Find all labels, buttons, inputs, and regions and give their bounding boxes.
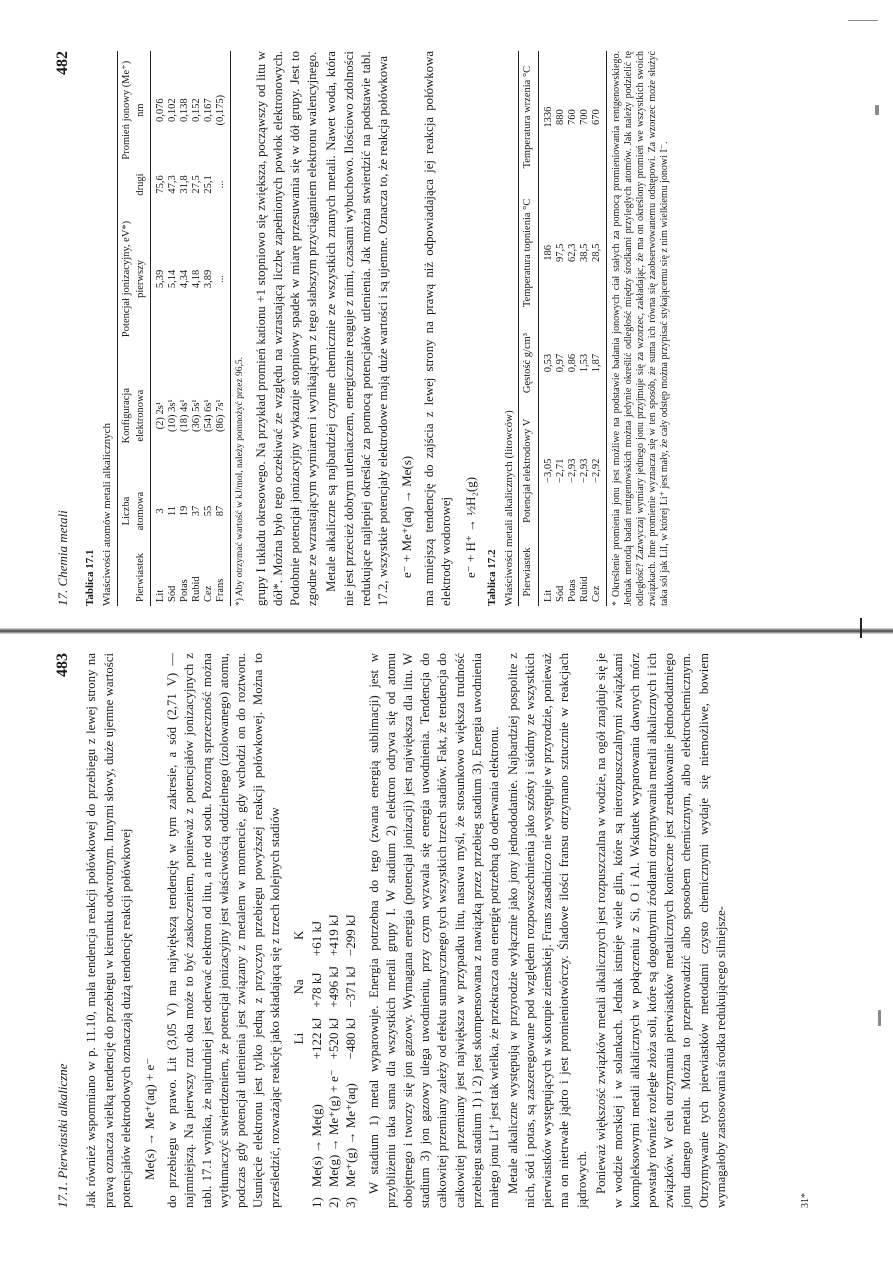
table-cell: 1336 <box>542 106 554 128</box>
table-cell: ... <box>215 169 231 199</box>
table-cell: (0,175) <box>215 51 231 169</box>
table-cell: −371 kJ <box>343 966 359 1008</box>
table-cell: Cez <box>591 538 607 606</box>
table-cell: −2,71 <box>554 458 566 483</box>
table-cell: 25,1 <box>203 175 215 194</box>
page-number: 483 <box>54 653 71 677</box>
table-header: Liczba atomowa <box>117 473 150 549</box>
table-cell: 0,86 <box>566 353 578 373</box>
table-label: Tablica 17.2 <box>486 549 499 606</box>
page-footnote: * Określenie promienia jonu jest możliwe na podstawie badania jonowych ciał stałych za pomocą promieniowania rentgenowskiego. Jednak metodą badań rentgenowskich można jedynie określić odległość między środkami przyległych atomów. Jak należy podzielić tę odległość? Zazwyczaj wymiary jednego jonu przyjmuje się za wzorzec, zakładając, że ma on określony promień we wszystkich swoich związkach. Inne promienie wyznacza się w ten sposób, że suma ich równa się zaobserwowanemu odstępowi. Za wzorzec może służyć taka sól jak LiI, w której Li⁺ jest mały, że cały odstęp można przypisać stykającemu się z nim wielkiemu jonowi I⁻. <box>610 51 670 606</box>
table-cell: (36) 5s¹ <box>191 399 203 432</box>
signature-mark: 31* <box>799 1193 811 1208</box>
table-row <box>191 51 203 606</box>
equation: e⁻ + H⁺ → ½H₂(g) <box>462 476 478 578</box>
table-cell: +122 kJ <box>308 1017 324 1060</box>
table-cell: 47,3 <box>167 175 179 194</box>
table-row <box>591 51 607 606</box>
table-row <box>342 904 359 1208</box>
equation: e⁻ + Me⁺(aq) → Me(s) <box>398 455 414 578</box>
table-cell: 880 <box>554 109 566 125</box>
table-cell: 0,167 <box>203 98 215 123</box>
table-cell: 19 <box>179 505 191 517</box>
page-header <box>52 51 73 606</box>
table-cell: 0,53 <box>542 353 554 373</box>
table-cell: 28,5 <box>591 183 607 322</box>
table-cell: Frans <box>215 549 231 606</box>
table-header: Gęstość g/cm³ <box>519 322 538 403</box>
table-cell: 31,8 <box>179 175 191 194</box>
table-header: Potencjał jonizacyjny, eV*) pierwszy <box>117 200 150 359</box>
table-header: Temperatura wrzenia °C <box>519 51 538 183</box>
table-cell: 62,3 <box>566 243 578 263</box>
table-header: Promień jonowy (Me⁺) nm <box>117 51 150 169</box>
page-483 <box>52 653 812 1208</box>
scan-speck <box>875 105 879 115</box>
table-footnote: *) Aby otrzymać wartość w kJ/mol, należy pomnożyć przez 96,5. <box>235 356 246 606</box>
table-cell: 0,138 <box>179 98 191 123</box>
table-cell: Potas <box>566 579 578 602</box>
table-cell: 1,53 <box>578 353 590 373</box>
table-cell: 0,076 <box>155 98 167 123</box>
table-cell: (54) 6s¹ <box>203 399 215 432</box>
table-cell: 11 <box>167 505 179 517</box>
table-cell: 3 <box>155 508 167 514</box>
table-cell: (18) 4s¹ <box>179 399 191 432</box>
table-cell: (2) 2s¹ <box>155 402 167 430</box>
table-header: Konfiguracja elektronowa <box>117 358 150 473</box>
running-head: 17. Chemia metali <box>55 510 70 606</box>
paragraph: Metale alkaliczne występują w przyrodzie wyłącznie jako jony jednododatnie. Najbardziej pospolite z nich, sód i potas, są zaszeregowane pod względem rozpowszechnienia jako szósty i siódmy ze wszystkich pierwiastków występujących w skorupie ziemskiej. Frans zasadniczo nie występuje w przyrodzie, ponieważ ma on nietrwałe jądro i jest promieniotwórczy. Śladowe ilości fransu otrzymano sztucznie w reakcjach jądrowych. <box>506 653 589 1208</box>
table-cell: 5,39 <box>155 269 167 289</box>
table-cell: 55 <box>203 505 215 517</box>
table-cell: 37 <box>191 505 203 517</box>
table-cell: Cez <box>203 585 215 602</box>
table-cell: ... <box>215 200 231 359</box>
table-cell: Potas <box>179 579 191 602</box>
table-cell: Sód <box>167 585 179 602</box>
table-cell: (86) 7s¹ <box>215 358 231 473</box>
table-cell: 1) <box>308 1197 324 1208</box>
table-row <box>203 51 215 606</box>
table-cell: −299 kJ <box>343 914 359 957</box>
paragraph: Metale alkaliczne są najbardziej czynne chemicznie ze wszystkich znanych metali. Nawet woda, która nie jest przecież dobrym utleniaczem, energicznie reaguje z nimi, czasami wybuchowo. Ilościowo zdolności redukujące najlepiej określać za pomocą potencjałów utlenienia. Jak można stwierdzić na podstawie tabl. 17.2, wszystkie potencjały elektrodowe mają duże wartości i są ujemne. Oznacza to, że reakcja połówkowa <box>324 51 390 606</box>
table-row <box>555 51 567 606</box>
table-cell: 75,6 <box>155 175 167 194</box>
table-cell: +419 kJ <box>326 914 342 957</box>
table-cell: 186 <box>542 244 554 261</box>
fold-mark <box>860 618 876 638</box>
running-head: 17.1. Pierwiastki alkaliczne <box>55 1063 70 1208</box>
table-cell: Rubid <box>578 576 590 602</box>
page-number: 482 <box>54 51 71 75</box>
table-row <box>325 904 342 1208</box>
table-cell: 0,152 <box>191 98 203 123</box>
table-cell: (10) 3s¹ <box>167 399 179 432</box>
page-482 <box>52 51 802 606</box>
table-cell: 670 <box>591 51 607 183</box>
table-cell: Rubid <box>191 576 203 602</box>
table-cell: −480 kJ <box>343 1017 359 1060</box>
table-header: Pierwiastek <box>519 538 538 606</box>
table-cell: 4,34 <box>179 269 191 289</box>
table-cell: +496 kJ <box>326 966 342 1008</box>
table-cell: 97,5 <box>554 243 566 263</box>
paragraph: Jak również wspomniano w p. 11.10, mała tendencja reakcji połówkowej do przebiegu z lewej strony na prawą oznacza wielką tendencję do przebiegu w kierunku odwrotnym. Innymi słowy, duże ujemne wartości potencjałów elektrodowych oznaczają dużą tendencję reakcji połówkowej <box>84 653 133 1208</box>
paragraph: do przebiegu w prawo. Lit (3,05 V) ma największą tendencję w tym zakresie, a sód (2,71 V) — najmniejszą. Na pierwszy rzut oka może to być zaskoczeniem, ponieważ z potencjałów jonizacyjnych z tabl. 17.1 wynika, że najtrudniej jest oderwać elektron od litu, a nie od sodu. Pozorną sprzeczność można wytłumaczyć stwierdzeniem, że potencjał jonizacyjny jest właściwością oddzielnego (izolowanego) atomu, podczas gdy potencjał utlenienia jest związany z metalem w momencie, gdy wchodzi on do roztworu. Usunięcie elektronu jest tylko jedną z przyczyn przebiegu powyższej reakcji połówkowej. Można to prześledzić, rozważając reakcję jako składającą się z trzech kolejnych stadiów <box>165 653 283 1208</box>
table-cell: Me⁺(g) → Me⁺(aq) <box>343 1083 359 1188</box>
table-row <box>538 51 555 606</box>
table-cell: 3,89 <box>203 269 215 289</box>
metals-table <box>518 51 606 606</box>
table-cell: 38,5 <box>578 243 590 263</box>
table-header: Potencjał elektrodowy V <box>519 404 538 538</box>
table-cell: −2,92 <box>591 404 607 538</box>
table-cell: Me(g) → Me⁺(g) + e⁻ <box>326 1069 342 1188</box>
paragraph: W stadium 1) metal wyparowuje. Energia potrzebna do tego (zwana energią sublimacji) jest w przybliżeniu taka sama dla wszystkich metali grupy I. W stadium 2) elektron odrywa się od atomu obojętnego i tworzy się jon gazowy. Wymagana energia (potencjał jonizacji) jest największa dla litu. W stadium 3) jon gazowy ulega uwodnieniu, przy czym wyzwala się energia uwodnienia. Tendencja do całkowitej przemiany zależy od efektu sumarycznego tych wszystkich trzech stadiów. Fakt, że tendencja do całkowitej przemiany jest największa w przypadku litu, nasuwa myśl, że stosunkowo większa trudność przebiegu stadium 1) i 2) jest skompensowana z nawiązką przez przebieg stadium 3). Energia uwodnienia małego jonu Li⁺ jest tak wielka, że przekracza ona energię potrzebną do oderwania elektronu. <box>366 653 501 1208</box>
table-row <box>579 51 591 606</box>
table-row <box>567 51 579 606</box>
table-row <box>308 904 325 1208</box>
page-header <box>52 653 73 1208</box>
table-cell: −2,93 <box>578 458 590 483</box>
atoms-table <box>117 51 232 606</box>
reaction-stages <box>290 653 360 1208</box>
book-fold <box>0 628 893 634</box>
table-cell: +520 kJ <box>326 1017 342 1060</box>
table-header: Pierwiastek <box>117 549 150 606</box>
table-header: Temperatura topnienia °C <box>519 183 538 322</box>
table-cell: 700 <box>578 109 590 125</box>
table-cell: 0,97 <box>554 353 566 373</box>
column-header: Li <box>291 1032 307 1045</box>
equation: Me(s) → Me⁺(aq) + e⁻ <box>141 1057 157 1180</box>
table-caption: Właściwości atomów metali alkalicznych <box>101 423 114 606</box>
table-cell: 4,18 <box>191 269 203 289</box>
scan-speck <box>848 20 878 21</box>
paragraph: grupy I układu okresowego. Na przykład promień kationu +1 stopniowo się zwiększa, począwszy od litu w dół*. Można było tego oczekiwać ze względu na wzrastającą liczbę zapełnionych powłok elektronowych. Podobnie potencjał jonizacyjny wykazuje stopniowy spadek w miarę przesuwania się w dół grupy. Jest to zgodne ze wzrastającym wymiarem i wynikającym z tego słabszym przyciąganiem elektronu walencyjnego. <box>253 51 320 606</box>
paragraph: Ponieważ większość związków metali alkalicznych jest rozpuszczalna w wodzie, na ogół znajduje się je w wodzie morskiej i w solankach. Jednak istnieje wiele glin, które są nierozpuszczalnymi związkami kompleksowymi metali alkalicznych w połączeniu z Si, O i Al. Wskutek wyparowania dawnych mórz powstały również rozległe złoża soli, które są dogodnymi źródłami otrzymywania metali alkalicznych i ich związków. W celu otrzymania pierwiastków metalicznych konieczne jest zredukowanie jednododatniego jonu danego metalu. Można to przeprowadzić albo sposobem chemicznym, albo elektrochemicznym. Otrzymywanie tych pierwiastków metodami czysto chemicznymi wydaje się niemożliwe, bowiem wymagałoby zastosowania środka redukującego silniejsze- <box>593 653 728 1208</box>
table-cell: +78 kJ <box>308 972 324 1008</box>
table-cell: 3) <box>343 1197 359 1208</box>
table-cell: Lit <box>155 589 167 602</box>
table-cell: −2,93 <box>566 458 578 483</box>
paragraph: ma mniejszą tendencję do zajścia z lewej strony na prawą niż odpowiadająca jej reakcja połówkowa elektrody wodorowej <box>422 51 454 606</box>
table-row <box>151 51 168 606</box>
column-header: Na <box>291 979 307 995</box>
column-header: K <box>291 930 307 940</box>
table-cell: 2) <box>326 1197 342 1208</box>
table-cell: 760 <box>566 109 578 125</box>
table-cell: 0,102 <box>167 98 179 123</box>
table-cell: +61 kJ <box>308 920 324 957</box>
table-cell: 87 <box>215 473 231 549</box>
table-cell: Lit <box>542 589 554 602</box>
table-cell: Sód <box>554 585 566 602</box>
table-caption: Właściwości metali alkalicznych (litowców) <box>502 410 515 606</box>
table-header: drugi <box>117 169 150 199</box>
table-row <box>167 51 179 606</box>
table-cell: Me(s) → Me(g) <box>308 1104 324 1188</box>
table-label: Tablica 17.1 <box>84 549 97 606</box>
table-cell: −3,05 <box>542 458 554 483</box>
table-row <box>215 51 231 606</box>
table-cell: 5,14 <box>167 269 179 289</box>
table-cell: 1,87 <box>591 322 607 403</box>
table-cell: 27,5 <box>191 175 203 194</box>
scan-speck <box>878 1010 881 1026</box>
table-row <box>179 51 191 606</box>
